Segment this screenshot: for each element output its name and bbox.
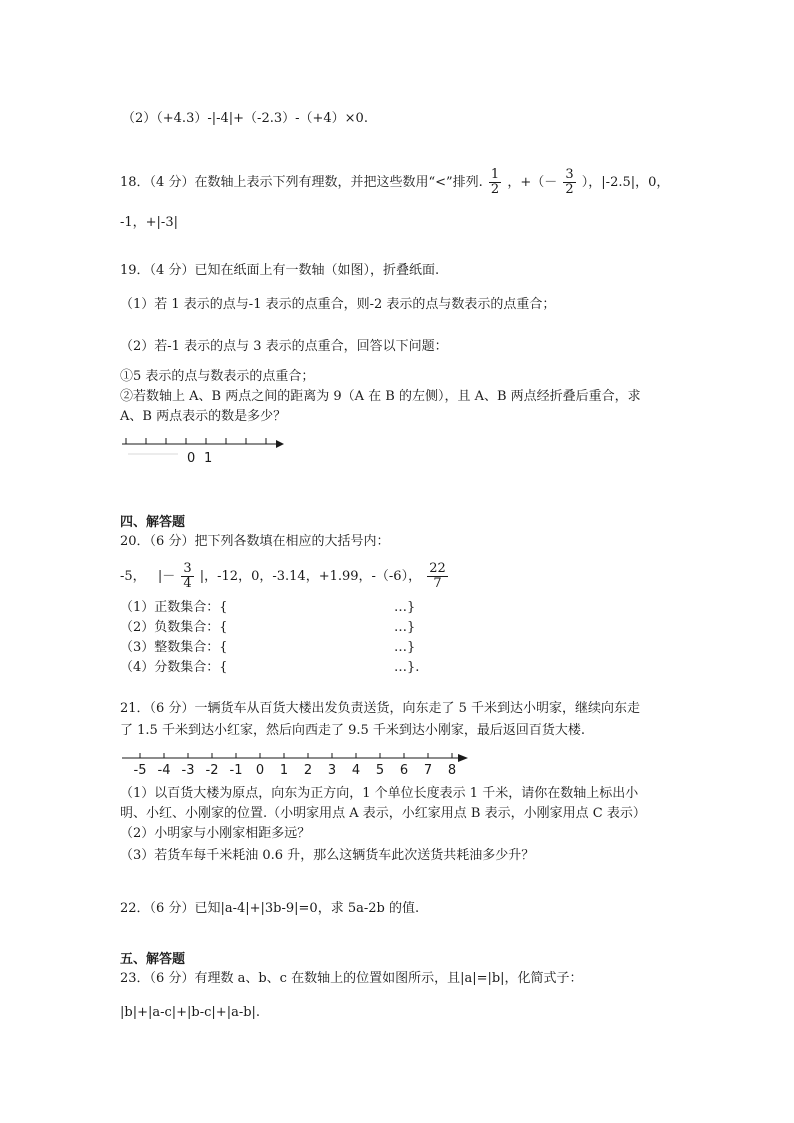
q18-line2: -1，+|-3| xyxy=(120,215,178,230)
q18-fraction-2: $\frac{3}{2}$ xyxy=(565,167,574,197)
q18-line1 xyxy=(120,168,669,197)
q21-part3: （3）若货车每千米耗油 0.6 升，那么这辆货车此次送货共耗油多少升？ xyxy=(120,848,535,863)
q17-part2: （2）（+4.3）-|-4|+（-2.3）-（+4）×0. xyxy=(122,111,368,126)
q23-line2: |b|+|a-c|+|b-c|+|a-b|. xyxy=(120,1005,261,1020)
q21-tick-label: 0 xyxy=(255,763,265,778)
q21-tick-label: -2 xyxy=(205,763,219,778)
q18-fraction-1: $\frac{1}{2}$ xyxy=(490,167,500,197)
q20-fraction: $\frac{3}{4}$ xyxy=(183,561,192,591)
q21-part2: （2）小明家与小刚家相距多远？ xyxy=(120,826,311,841)
q20-rest: |，-12，0，-3.14，+1.99，-（-6）， xyxy=(199,569,422,584)
q21-tick-label: -1 xyxy=(229,763,243,778)
q21-tick-label: -4 xyxy=(157,763,171,778)
q20-num-1: -5， xyxy=(120,569,146,584)
q21-tick-label: 2 xyxy=(303,763,313,778)
q21-tick-label: 5 xyxy=(375,763,385,778)
q19-sub1: ①5 表示的点与数表示的点重合； xyxy=(120,369,315,384)
q21-tick-label: -3 xyxy=(181,763,195,778)
q21-tick-label: 3 xyxy=(327,763,337,778)
q21-part1b: 明、小红、小刚家的位置.（小明家用点 A 表示，小红家用点 B 表示，小刚家用点 C 表示） xyxy=(120,806,646,821)
q20-title: 20．（6 分）把下列各数填在相应的大括号内： xyxy=(120,534,390,549)
q21-line1: 21．（6 分）一辆货车从百货大楼出发负责送货，向东走了 5 千米到达小明家，继续向东走 xyxy=(120,701,640,716)
q20-set-2: （2）负数集合：{ …} xyxy=(120,620,416,635)
q20-fraction-last: $\frac{22}{7}$ xyxy=(429,561,446,591)
q20-set-1: （1）正数集合：{ …} xyxy=(120,600,416,615)
q18-text: 18．（4 分）在数轴上表示下列有理数，并把这些数用“<”排列. xyxy=(120,175,483,190)
q18-plus-paren: ，+（－ xyxy=(507,175,558,190)
q19-number-line xyxy=(118,432,288,468)
q19-axis-label-0: 0 xyxy=(187,451,196,466)
q20-numbers xyxy=(120,560,450,594)
q21-tick-label: 6 xyxy=(399,763,409,778)
q18-text-end: ），|-2.5|，0， xyxy=(581,175,670,190)
q21-tick-label: 8 xyxy=(447,763,457,778)
q22: 22．（6 分）已知|a-4|+|3b-9|=0，求 5a-2b 的值. xyxy=(120,901,420,916)
q19-axis-label-1: 1 xyxy=(204,451,213,466)
q19-sub2a: ②若数轴上 A、B 两点之间的距离为 9（A 在 B 的左侧），且 A、B 两点经折叠后重合，求 xyxy=(120,389,641,404)
q21-part1a: （1）以百货大楼为原点，向东为正方向，1 个单位长度表示 1 千米，请你在数轴上标出小 xyxy=(120,786,639,801)
q20-set-3: （3）整数集合：{ …} xyxy=(120,640,416,655)
q21-tick-label: 7 xyxy=(423,763,433,778)
section5-heading: 五、解答题 xyxy=(120,952,186,967)
q20-set-4: （4）分数集合：{ …}. xyxy=(120,660,420,675)
q20-abs-open: |－ xyxy=(157,569,176,584)
section4-heading: 四、解答题 xyxy=(120,515,186,530)
q19-title: 19．（4 分）已知在纸面上有一数轴（如图），折叠纸面. xyxy=(120,263,440,278)
q19-sub2b: A、B 两点表示的数是多少？ xyxy=(120,409,287,424)
q21-line2: 了 1.5 千米到达小红家，然后向西走了 9.5 千米到达小刚家，最后返回百货大楼. xyxy=(120,723,586,738)
q21-tick-label: -5 xyxy=(133,763,147,778)
q21-tick-label: 4 xyxy=(351,763,361,778)
q19-part1: （1）若 1 表示的点与-1 表示的点重合，则-2 表示的点与数表示的点重合； xyxy=(120,297,556,312)
q19-part2: （2）若-1 表示的点与 3 表示的点重合，回答以下问题： xyxy=(120,339,448,354)
q23-line1: 23．（6 分）有理数 a、b、c 在数轴上的位置如图所示，且|a|=|b|，化简式子： xyxy=(120,971,583,986)
q21-number-line xyxy=(118,752,474,782)
q21-tick-label: 1 xyxy=(279,763,289,778)
